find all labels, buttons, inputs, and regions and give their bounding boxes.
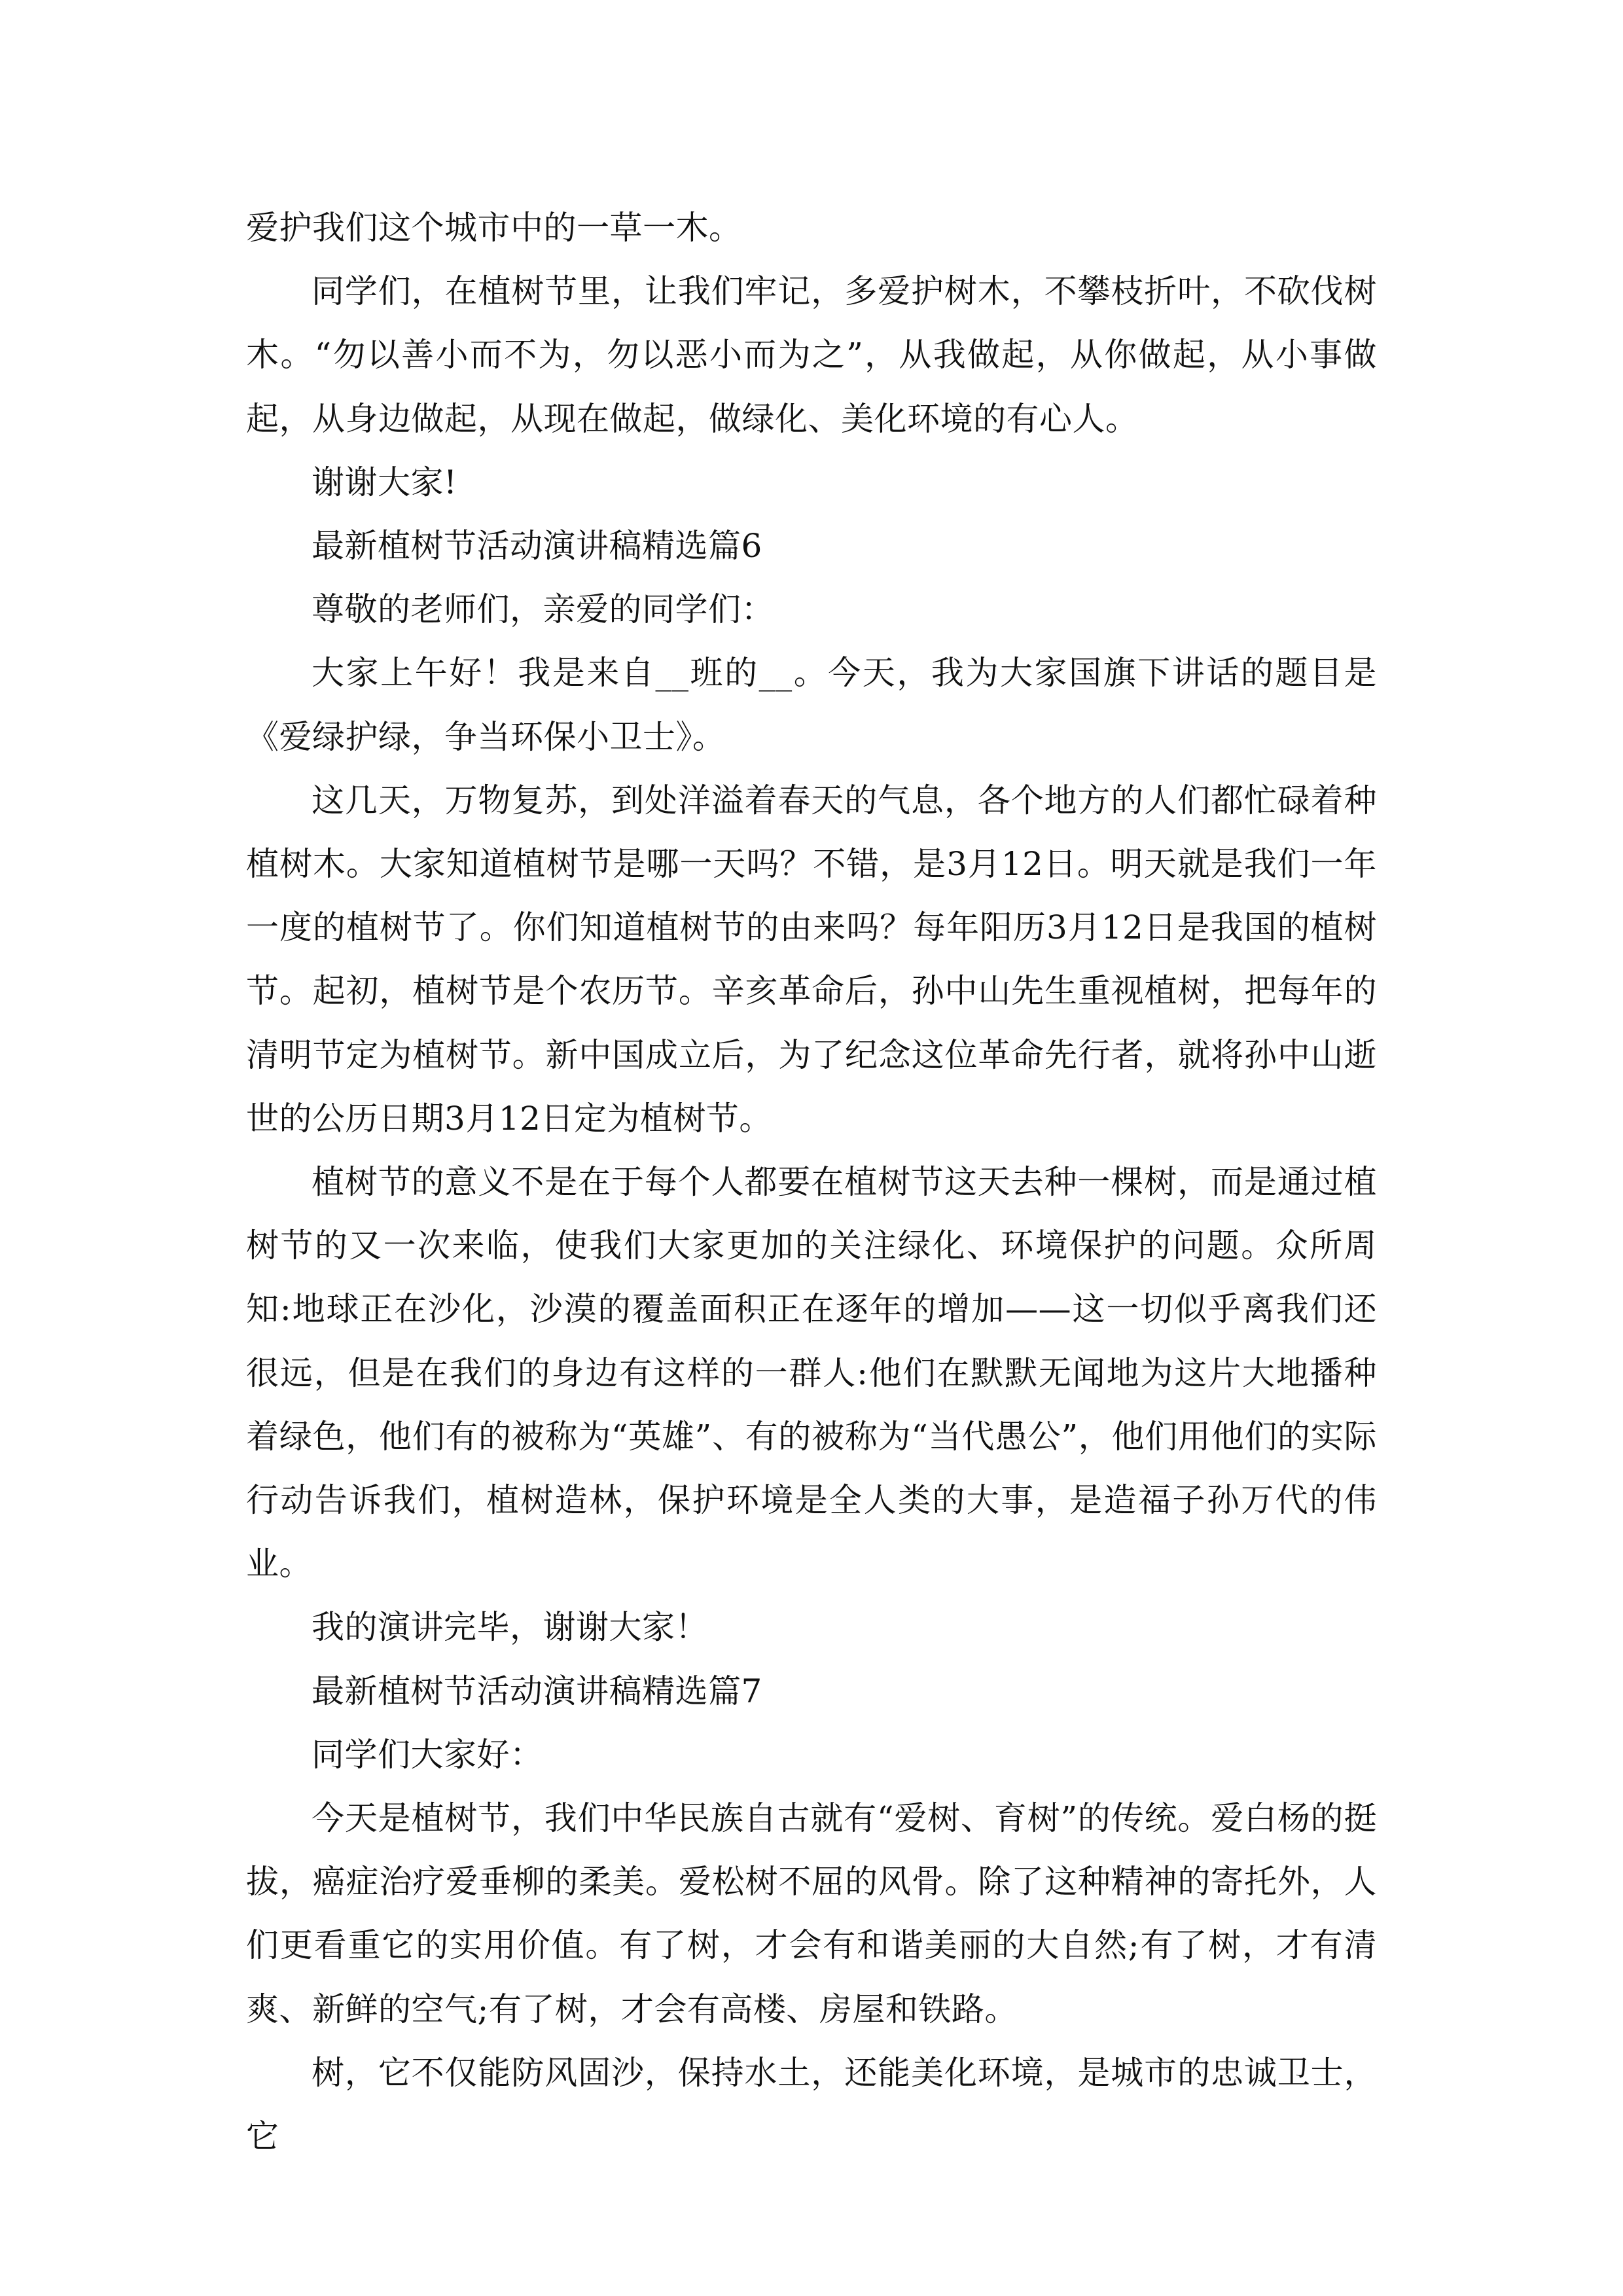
paragraph-arbor-day-origin: 这几天，万物复苏，到处洋溢着春天的气息，各个地方的人们都忙碌着种植树木。大家知道植树节是哪一天吗？不错，是3月12日。明天就是我们一年一度的植树节了。你们知道植树节的由来吗？每年阳历3月12日是我国的植树节。起初，植树节是个农历节。辛亥革命后，孙中山先生重视植树，把每年的清明节定为植树节。新中国成立后，为了纪念这位革命先行者，就将孙中山逝世的公历日期3月12日定为植树节。 [246,781,1377,1138]
paragraph-tree-benefits: 树，它不仅能防风固沙，保持水土，还能美化环境，是城市的忠诚卫士，它 [246,2053,1377,2156]
paragraph-thanks: 谢谢大家! [312,463,457,501]
paragraph-arbor-day-meaning: 植树节的意义不是在于每个人都要在植树节这天去种一棵树，而是通过植树节的又一次来临，使我们大家更加的关注绿化、环境保护的问题。众所周知:地球正在沙化，沙漠的覆盖面积正在逐年的增加——这一切似乎离我们还很远，但是在我们的身边有这样的一群人:他们在默默无闻地为这片大地播种着绿色，他们有的被称为“英雄”、有的被称为“当代愚公”，他们用他们的实际行动告诉我们，植树造林，保护环境是全人类的大事，是造福子孙万代的伟业。 [246,1163,1377,1583]
paragraph-greeting-teachers: 尊敬的老师们，亲爱的同学们： [312,590,774,629]
paragraph-call-to-action: 同学们，在植树节里，让我们牢记，多爱护树木，不攀枝折叶，不砍伐树木。“勿以善小而不为，勿以恶小而为之”，从我做起，从你做起，从小事做起，从身边做起，从现在做起，做绿化、美化环境的有心人。 [246,272,1377,438]
document-page [246,196,1377,2168]
section-heading-7: 最新植树节活动演讲稿精选篇7 [312,1672,762,1710]
paragraph-speech-end: 我的演讲完毕，谢谢大家！ [312,1608,708,1647]
paragraph-speech-intro: 大家上午好！我是来自__班的__。今天，我为大家国旗下讲话的题目是《爱绿护绿，争当环保小卫士》。 [246,654,1377,756]
section-heading-6: 最新植树节活动演讲稿精选篇6 [312,527,762,565]
paragraph-continuation: 爱护我们这个城市中的一草一木。 [246,209,742,247]
paragraph-greeting-students: 同学们大家好： [312,1735,543,1774]
paragraph-tree-tradition: 今天是植树节，我们中华民族自古就有“爱树、育树”的传统。爱白杨的挺拔，癌症治疗爱垂柳的柔美。爱松树不屈的风骨。除了这种精神的寄托外，人们更看重它的实用价值。有了树，才会有和谐美丽的大自然;有了树，才有清爽、新鲜的空气;有了树，才会有高楼、房屋和铁路。 [246,1799,1377,2028]
